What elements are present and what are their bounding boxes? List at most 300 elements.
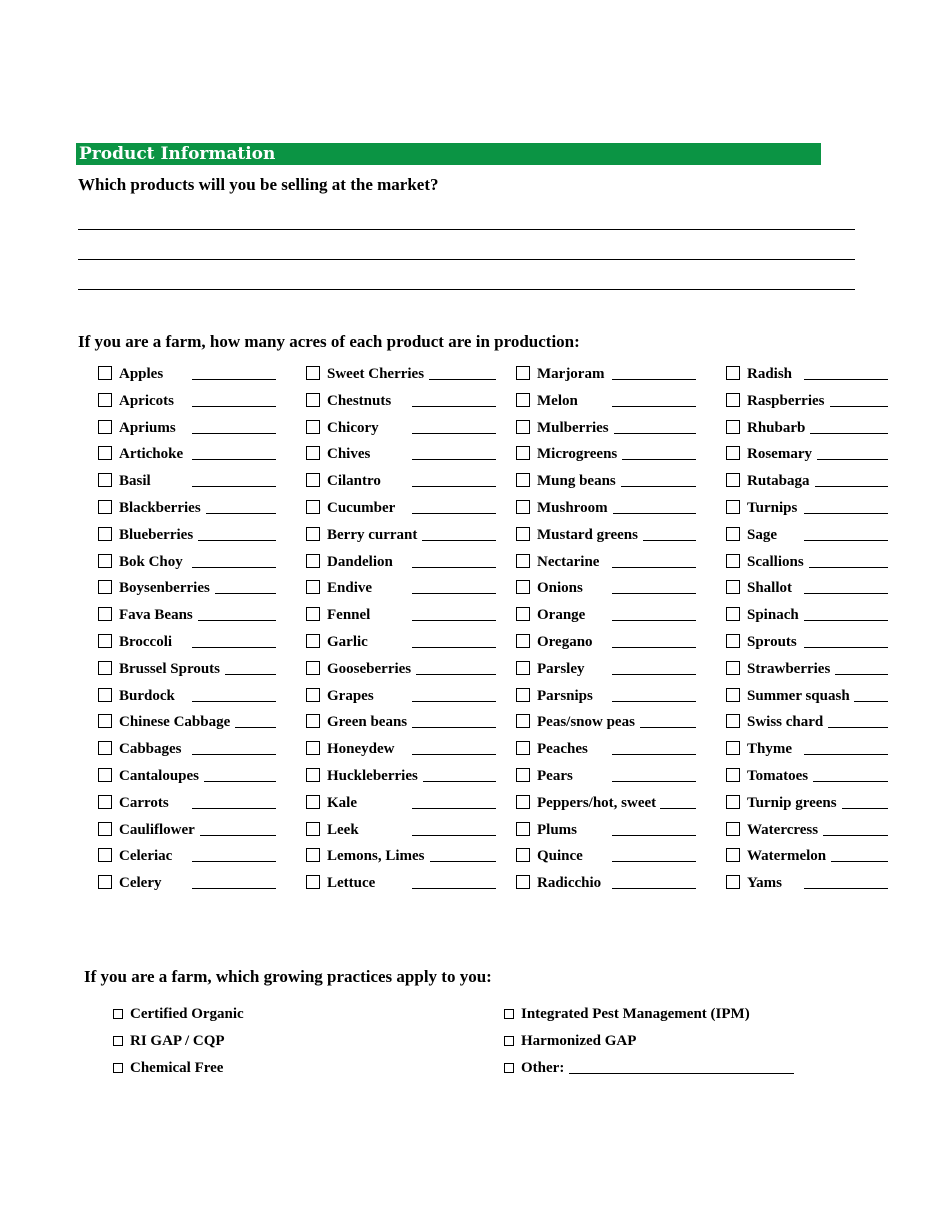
checkbox-icon[interactable] xyxy=(98,527,112,541)
product-label: Boysenberries xyxy=(119,580,210,597)
checkbox-icon[interactable] xyxy=(516,741,530,755)
product-item-peaches xyxy=(516,738,696,760)
product-item-microgreens xyxy=(516,443,696,465)
product-label: Marjoram xyxy=(537,366,605,382)
checkbox-icon[interactable] xyxy=(726,580,740,594)
acres-input-line[interactable] xyxy=(622,459,696,460)
acres-input-line[interactable] xyxy=(804,647,888,648)
product-label: Scallions xyxy=(747,553,804,570)
product-label: Endive xyxy=(327,580,373,597)
product-item-watermelon xyxy=(726,845,888,867)
checkbox-icon[interactable] xyxy=(98,473,112,487)
acres-input-line[interactable] xyxy=(640,727,696,728)
acres-input-line[interactable] xyxy=(612,781,696,782)
acres-input-line[interactable] xyxy=(412,593,496,594)
product-label: Mulberries xyxy=(537,419,609,436)
product-item-carrots xyxy=(98,792,276,814)
product-item-sprouts xyxy=(726,631,888,653)
acres-input-line[interactable] xyxy=(614,433,696,434)
acres-input-line[interactable] xyxy=(192,379,276,380)
product-item-cucumber xyxy=(306,497,496,519)
product-label: Turnips xyxy=(747,500,798,516)
product-label: Garlic xyxy=(327,634,368,650)
checkbox-icon[interactable] xyxy=(504,1009,514,1019)
acres-input-line[interactable] xyxy=(643,540,696,541)
acres-input-line[interactable] xyxy=(192,647,276,648)
acres-input-line[interactable] xyxy=(612,754,696,755)
acres-input-line[interactable] xyxy=(206,513,276,514)
product-label: Parsley xyxy=(537,660,585,677)
product-item-celeriac xyxy=(98,845,276,867)
product-item-celery xyxy=(98,872,276,894)
checkbox-icon[interactable] xyxy=(516,500,530,514)
acres-input-line[interactable] xyxy=(416,674,496,675)
acres-input-line[interactable] xyxy=(429,379,496,380)
checkbox-icon[interactable] xyxy=(98,714,112,728)
acres-input-line[interactable] xyxy=(192,406,276,407)
acres-input-line[interactable] xyxy=(215,593,276,594)
acres-input-line[interactable] xyxy=(412,727,496,728)
product-label: Celeriac xyxy=(119,848,173,865)
checkbox-icon[interactable] xyxy=(726,393,740,407)
product-label: Strawberries xyxy=(747,660,831,677)
checkbox-icon[interactable] xyxy=(113,1009,123,1019)
checkbox-icon[interactable] xyxy=(306,661,320,675)
checkbox-icon[interactable] xyxy=(516,848,530,862)
product-item-basil xyxy=(98,470,276,492)
acres-input-line[interactable] xyxy=(225,674,276,675)
product-item-endive xyxy=(306,577,496,599)
product-item-oregano xyxy=(516,631,696,653)
checkbox-icon[interactable] xyxy=(98,795,112,809)
product-item-cabbages xyxy=(98,738,276,760)
checkbox-icon[interactable] xyxy=(98,393,112,407)
checkbox-icon[interactable] xyxy=(504,1036,514,1046)
checkbox-icon[interactable] xyxy=(726,473,740,487)
product-item-pears xyxy=(516,765,696,787)
product-item-tomatoes xyxy=(726,765,888,787)
products-answer-line-1[interactable] xyxy=(78,229,855,230)
product-item-spinach xyxy=(726,604,888,626)
acres-input-line[interactable] xyxy=(613,513,696,514)
checkbox-icon[interactable] xyxy=(306,741,320,755)
checkbox-icon[interactable] xyxy=(113,1036,123,1046)
checkbox-icon[interactable] xyxy=(98,688,112,702)
practices-question: If you are a farm, which growing practices apply to you: xyxy=(84,967,492,986)
checkbox-icon[interactable] xyxy=(504,1063,514,1073)
checkbox-icon[interactable] xyxy=(726,527,740,541)
product-label: Sweet Cherries xyxy=(327,366,425,382)
other-practice-input-line[interactable] xyxy=(569,1073,794,1074)
checkbox-icon[interactable] xyxy=(726,554,740,568)
acres-input-line[interactable] xyxy=(422,540,496,541)
product-item-rhubarb xyxy=(726,417,888,439)
product-item-kale xyxy=(306,792,496,814)
acres-input-line[interactable] xyxy=(412,835,496,836)
checkbox-icon[interactable] xyxy=(726,634,740,648)
checkbox-icon[interactable] xyxy=(516,554,530,568)
acres-input-line[interactable] xyxy=(831,861,888,862)
product-item-berry-currant xyxy=(306,524,496,546)
acres-input-line[interactable] xyxy=(423,781,496,782)
acres-input-line[interactable] xyxy=(660,808,696,809)
acres-input-line[interactable] xyxy=(192,486,276,487)
practice-label: Other: xyxy=(521,1060,565,1076)
checkbox-icon[interactable] xyxy=(726,795,740,809)
product-label: Burdock xyxy=(119,687,175,704)
product-label: Honeydew xyxy=(327,741,395,758)
checkbox-icon[interactable] xyxy=(98,366,112,380)
checkbox-icon[interactable] xyxy=(516,420,530,434)
product-item-blackberries xyxy=(98,497,276,519)
product-item-peppers-hot-sweet xyxy=(516,792,696,814)
acres-input-line[interactable] xyxy=(810,433,888,434)
checkbox-icon[interactable] xyxy=(726,446,740,460)
product-item-parsnips xyxy=(516,685,696,707)
acres-input-line[interactable] xyxy=(192,433,276,434)
product-label: Fennel xyxy=(327,607,371,624)
checkbox-icon[interactable] xyxy=(113,1063,123,1073)
product-item-radicchio xyxy=(516,872,696,894)
product-item-honeydew xyxy=(306,738,496,760)
product-item-fennel xyxy=(306,604,496,626)
product-label: Swiss chard xyxy=(747,714,824,731)
product-label: Parsnips xyxy=(537,687,593,704)
acres-input-line[interactable] xyxy=(192,861,276,862)
product-label: Melon xyxy=(537,392,578,409)
acres-input-line[interactable] xyxy=(804,888,888,889)
checkbox-icon[interactable] xyxy=(516,768,530,782)
product-label: Yams xyxy=(747,875,783,892)
acres-input-line[interactable] xyxy=(192,888,276,889)
acres-input-line[interactable] xyxy=(192,567,276,568)
checkbox-icon[interactable] xyxy=(98,875,112,889)
product-label: Cucumber xyxy=(327,500,396,516)
acres-input-line[interactable] xyxy=(612,647,696,648)
product-label: Apriums xyxy=(119,419,176,436)
checkbox-icon[interactable] xyxy=(516,393,530,407)
product-item-nectarine xyxy=(516,551,696,573)
acres-input-line[interactable] xyxy=(809,567,888,568)
product-item-raspberries xyxy=(726,390,888,412)
product-item-strawberries xyxy=(726,658,888,680)
product-label: Artichoke xyxy=(119,446,184,463)
product-item-plums xyxy=(516,819,696,841)
product-label: Leek xyxy=(327,821,359,838)
product-item-chives xyxy=(306,443,496,465)
checkbox-icon[interactable] xyxy=(726,688,740,702)
checkbox-icon[interactable] xyxy=(306,795,320,809)
product-label: Brussel Sprouts xyxy=(119,660,221,677)
product-label: Cilantro xyxy=(327,473,381,490)
acres-input-line[interactable] xyxy=(828,727,888,728)
checkbox-icon[interactable] xyxy=(726,607,740,621)
product-label: Radish xyxy=(747,366,793,382)
acres-input-line[interactable] xyxy=(612,701,696,702)
checkbox-icon[interactable] xyxy=(726,500,740,514)
checkbox-icon[interactable] xyxy=(98,768,112,782)
checkbox-icon[interactable] xyxy=(306,393,320,407)
product-item-watercress xyxy=(726,819,888,841)
acres-input-line[interactable] xyxy=(830,406,888,407)
product-item-apriums xyxy=(98,417,276,439)
product-label: Blackberries xyxy=(119,500,201,516)
product-item-mulberries xyxy=(516,417,696,439)
product-label: Quince xyxy=(537,848,583,865)
checkbox-icon[interactable] xyxy=(726,768,740,782)
acres-input-line[interactable] xyxy=(412,486,496,487)
acres-input-line[interactable] xyxy=(412,459,496,460)
product-label: Mung beans xyxy=(537,473,616,490)
product-item-mung-beans xyxy=(516,470,696,492)
acres-input-line[interactable] xyxy=(815,486,888,487)
checkbox-icon[interactable] xyxy=(98,741,112,755)
checkbox-icon[interactable] xyxy=(98,607,112,621)
practice-label: Chemical Free xyxy=(130,1060,224,1076)
product-label: Radicchio xyxy=(537,875,602,892)
checkbox-icon[interactable] xyxy=(306,768,320,782)
product-label: Apples xyxy=(119,366,164,382)
acres-input-line[interactable] xyxy=(842,808,888,809)
acres-input-line[interactable] xyxy=(412,754,496,755)
checkbox-icon[interactable] xyxy=(306,822,320,836)
product-label: Green beans xyxy=(327,714,408,731)
acres-input-line[interactable] xyxy=(612,888,696,889)
checkbox-icon[interactable] xyxy=(98,420,112,434)
product-item-apples xyxy=(98,363,276,385)
acres-input-line[interactable] xyxy=(612,674,696,675)
checkbox-icon[interactable] xyxy=(516,822,530,836)
product-label: Carrots xyxy=(119,794,169,811)
checkbox-icon[interactable] xyxy=(306,688,320,702)
acres-input-line[interactable] xyxy=(412,406,496,407)
acres-input-line[interactable] xyxy=(612,620,696,621)
product-label: Spinach xyxy=(747,607,799,624)
product-item-blueberries xyxy=(98,524,276,546)
product-label: Pears xyxy=(537,768,573,784)
product-label: Rhubarb xyxy=(747,419,806,436)
checkbox-icon[interactable] xyxy=(306,473,320,487)
acres-input-line[interactable] xyxy=(804,620,888,621)
checkbox-icon[interactable] xyxy=(516,661,530,675)
acres-input-line[interactable] xyxy=(804,593,888,594)
product-label: Rosemary xyxy=(747,446,812,463)
product-item-rutabaga xyxy=(726,470,888,492)
checkbox-icon[interactable] xyxy=(726,875,740,889)
products-answer-line-3[interactable] xyxy=(78,289,855,290)
acres-input-line[interactable] xyxy=(804,754,888,755)
checkbox-icon[interactable] xyxy=(306,554,320,568)
product-item-brussel-sprouts xyxy=(98,658,276,680)
acres-input-line[interactable] xyxy=(412,888,496,889)
checkbox-icon[interactable] xyxy=(98,500,112,514)
product-label: Thyme xyxy=(747,741,792,758)
checkbox-icon[interactable] xyxy=(98,822,112,836)
checkbox-icon[interactable] xyxy=(516,875,530,889)
checkbox-icon[interactable] xyxy=(726,741,740,755)
acres-input-line[interactable] xyxy=(817,459,888,460)
product-item-huckleberries xyxy=(306,765,496,787)
product-label: Microgreens xyxy=(537,446,618,463)
acres-input-line[interactable] xyxy=(192,459,276,460)
acres-input-line[interactable] xyxy=(412,701,496,702)
checkbox-icon[interactable] xyxy=(306,580,320,594)
product-item-green-beans xyxy=(306,711,496,733)
checkbox-icon[interactable] xyxy=(726,366,740,380)
acres-input-line[interactable] xyxy=(412,808,496,809)
product-label: Chestnuts xyxy=(327,392,392,409)
checkbox-icon[interactable] xyxy=(306,446,320,460)
product-item-parsley xyxy=(516,658,696,680)
practice-label: RI GAP / CQP xyxy=(130,1033,225,1049)
product-item-artichoke xyxy=(98,443,276,465)
checkbox-icon[interactable] xyxy=(306,366,320,380)
acres-input-line[interactable] xyxy=(823,835,888,836)
product-item-sage xyxy=(726,524,888,546)
product-item-gooseberries xyxy=(306,658,496,680)
product-label: Cauliflower xyxy=(119,821,195,838)
product-item-turnips xyxy=(726,497,888,519)
checkbox-icon[interactable] xyxy=(98,661,112,675)
acres-input-line[interactable] xyxy=(204,781,276,782)
checkbox-icon[interactable] xyxy=(516,634,530,648)
acres-input-line[interactable] xyxy=(235,727,276,728)
product-item-turnip-greens xyxy=(726,792,888,814)
acres-input-line[interactable] xyxy=(412,513,496,514)
acres-input-line[interactable] xyxy=(412,647,496,648)
acres-input-line[interactable] xyxy=(612,861,696,862)
checkbox-icon[interactable] xyxy=(726,848,740,862)
checkbox-icon[interactable] xyxy=(726,822,740,836)
acres-input-line[interactable] xyxy=(192,754,276,755)
checkbox-icon[interactable] xyxy=(516,795,530,809)
product-item-sweet-cherries xyxy=(306,363,496,385)
acres-input-line[interactable] xyxy=(612,835,696,836)
acres-input-line[interactable] xyxy=(200,835,276,836)
acres-input-line[interactable] xyxy=(430,861,496,862)
checkbox-icon[interactable] xyxy=(726,714,740,728)
product-label: Sprouts xyxy=(747,634,797,650)
product-item-apricots xyxy=(98,390,276,412)
checkbox-icon[interactable] xyxy=(516,473,530,487)
acres-input-line[interactable] xyxy=(621,486,696,487)
checkbox-icon[interactable] xyxy=(516,688,530,702)
checkbox-icon[interactable] xyxy=(98,554,112,568)
section-title: Product Information xyxy=(79,144,276,164)
checkbox-icon[interactable] xyxy=(726,661,740,675)
acres-input-line[interactable] xyxy=(192,808,276,809)
acres-input-line[interactable] xyxy=(412,567,496,568)
product-item-shallot xyxy=(726,577,888,599)
product-item-garlic xyxy=(306,631,496,653)
product-item-boysenberries xyxy=(98,577,276,599)
product-item-yams xyxy=(726,872,888,894)
product-item-rosemary xyxy=(726,443,888,465)
product-label: Tomatoes xyxy=(747,768,809,784)
product-label: Huckleberries xyxy=(327,768,418,784)
product-item-dandelion xyxy=(306,551,496,573)
acres-input-line[interactable] xyxy=(804,379,888,380)
product-label: Rutabaga xyxy=(747,473,810,490)
acres-input-line[interactable] xyxy=(412,620,496,621)
product-label: Plums xyxy=(537,821,578,838)
acres-input-line[interactable] xyxy=(612,593,696,594)
product-label: Chives xyxy=(327,446,371,463)
product-label: Summer squash xyxy=(747,687,850,704)
acres-input-line[interactable] xyxy=(198,620,276,621)
acres-input-line[interactable] xyxy=(835,674,888,675)
acres-input-line[interactable] xyxy=(412,433,496,434)
acres-input-line[interactable] xyxy=(612,406,696,407)
checkbox-icon[interactable] xyxy=(306,714,320,728)
product-item-marjoram xyxy=(516,363,696,385)
checkbox-icon[interactable] xyxy=(98,848,112,862)
acres-input-line[interactable] xyxy=(198,540,276,541)
product-label: Mushroom xyxy=(537,500,608,516)
checkbox-icon[interactable] xyxy=(306,875,320,889)
product-label: Oregano xyxy=(537,634,593,650)
checkbox-icon[interactable] xyxy=(306,607,320,621)
acres-input-line[interactable] xyxy=(192,701,276,702)
acres-input-line[interactable] xyxy=(612,567,696,568)
product-label: Celery xyxy=(119,875,162,892)
product-item-broccoli xyxy=(98,631,276,653)
product-item-cilantro xyxy=(306,470,496,492)
product-label: Cantaloupes xyxy=(119,768,200,784)
product-label: Cabbages xyxy=(119,741,182,758)
product-item-summer-squash xyxy=(726,685,888,707)
checkbox-icon[interactable] xyxy=(516,366,530,380)
acres-input-line[interactable] xyxy=(804,540,888,541)
checkbox-icon[interactable] xyxy=(98,446,112,460)
product-label: Basil xyxy=(119,473,151,490)
practice-label: Certified Organic xyxy=(130,1006,244,1022)
acres-input-line[interactable] xyxy=(854,701,888,702)
checkbox-icon[interactable] xyxy=(726,420,740,434)
checkbox-icon[interactable] xyxy=(306,500,320,514)
acres-input-line[interactable] xyxy=(813,781,888,782)
product-label: Watermelon xyxy=(747,848,827,865)
product-item-chestnuts xyxy=(306,390,496,412)
checkbox-icon[interactable] xyxy=(306,634,320,648)
product-item-quince xyxy=(516,845,696,867)
product-label: Chinese Cabbage xyxy=(119,714,231,731)
product-item-mustard-greens xyxy=(516,524,696,546)
products-answer-line-2[interactable] xyxy=(78,259,855,260)
checkbox-icon[interactable] xyxy=(516,527,530,541)
checkbox-icon[interactable] xyxy=(516,446,530,460)
checkbox-icon[interactable] xyxy=(306,527,320,541)
product-label: Peppers/hot, sweet xyxy=(537,794,657,811)
product-item-lettuce xyxy=(306,872,496,894)
product-label: Grapes xyxy=(327,687,374,704)
product-label: Shallot xyxy=(747,580,793,597)
checkbox-icon[interactable] xyxy=(516,607,530,621)
acres-input-line[interactable] xyxy=(612,379,696,380)
acres-input-line[interactable] xyxy=(804,513,888,514)
checkbox-icon[interactable] xyxy=(306,420,320,434)
product-label: Onions xyxy=(537,580,583,597)
checkbox-icon[interactable] xyxy=(98,580,112,594)
product-item-chinese-cabbage xyxy=(98,711,276,733)
checkbox-icon[interactable] xyxy=(98,634,112,648)
product-item-orange xyxy=(516,604,696,626)
product-label: Chicory xyxy=(327,419,379,436)
checkbox-icon[interactable] xyxy=(516,580,530,594)
checkbox-icon[interactable] xyxy=(306,848,320,862)
product-label: Sage xyxy=(747,526,777,543)
checkbox-icon[interactable] xyxy=(516,714,530,728)
